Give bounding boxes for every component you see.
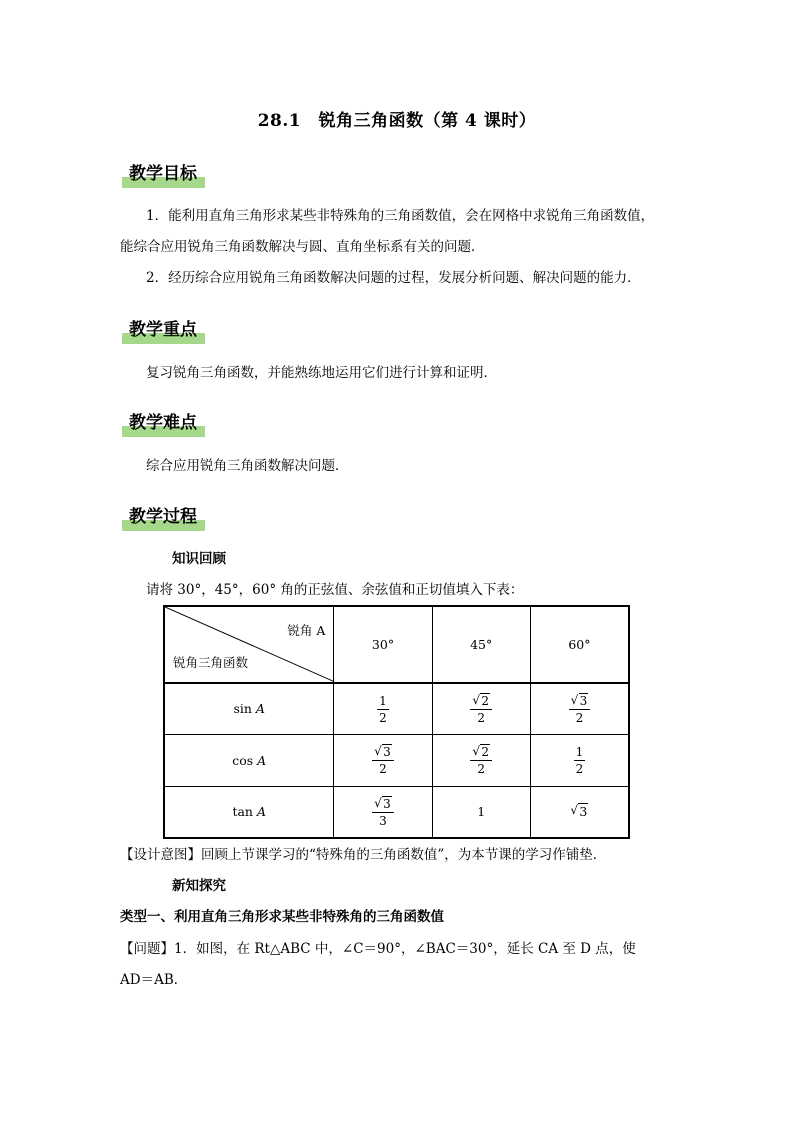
fraction: √ $\frac{3}{3}$ (372, 797, 394, 828)
table-header-row (164, 606, 629, 683)
table-body (164, 683, 629, 838)
fraction: √ $\frac{3}{2}$ (569, 694, 591, 725)
corner-top-label: 锐角 A (287, 623, 326, 638)
fraction: $\frac{1}{2}$ (379, 693, 387, 725)
trig-value-table (163, 605, 630, 839)
table-row (164, 734, 629, 786)
difficulties-text: 综合应用锐角三角函数解决问题． (146, 458, 349, 474)
angle-header-60: 60° (530, 606, 629, 683)
review-title: 知识回顾 (172, 551, 226, 567)
problem-line-1: 【问题】1．如图，在 Rt△ABC 中，∠C＝90°，∠BAC＝30°，延长 CA 至 D 点，使 (120, 941, 636, 957)
value-cell (530, 683, 629, 734)
value-cell: √ 3 (530, 786, 629, 838)
objective-2: 2．经历综合应用锐角三角函数解决问题的过程，发展分析问题、解决问题的能力． (146, 270, 641, 286)
fraction: √ $\frac{3}{2}$ (372, 745, 394, 776)
angle-header-45: 45° (432, 606, 530, 683)
fraction: √ $\frac{2}{2}$ (470, 694, 492, 725)
heading-difficulties (122, 411, 205, 437)
function-label: sin A (164, 683, 334, 734)
fraction: √ $\frac{2}{2}$ (470, 745, 492, 776)
value-cell (334, 734, 432, 786)
heading-key-points-label: 教学重点 (129, 320, 197, 340)
review-prompt: 请将 30°，45°，60° 角的正弦值、余弦值和正切值填入下表： (146, 582, 524, 598)
design-intent: 【设计意图】回顾上节课学习的“特殊角的三角函数值”，为本节课的学习作铺垫． (120, 847, 607, 863)
heading-process (122, 505, 205, 531)
problem-line-2: AD＝AB． (120, 972, 188, 988)
value-cell (334, 786, 432, 838)
value-cell (334, 683, 432, 734)
fraction: $\frac{1}{2}$ (575, 745, 584, 776)
value-cell: 1 (432, 786, 530, 838)
new-knowledge-title: 新知探究 (172, 878, 226, 894)
function-label: cos A (164, 734, 334, 786)
key-points-text: 复习锐角三角函数，并能熟练地运用它们进行计算和证明． (146, 365, 497, 381)
function-label: tan A (164, 786, 334, 838)
objective-1b: 能综合应用锐角三角函数解决与圆、直角坐标系有关的问题． (120, 239, 485, 255)
corner-bottom-label: 锐角三角函数 (173, 655, 249, 670)
heading-process-label: 教学过程 (129, 507, 197, 527)
angle-header-30: 30° (334, 606, 432, 683)
table-row (164, 683, 629, 734)
value-cell (432, 734, 530, 786)
heading-difficulties-label: 教学难点 (129, 413, 197, 433)
objective-1a: 1．能利用直角三角形求某些非特殊角的三角函数值，会在网格中求锐角三角函数值， (146, 208, 655, 224)
value-cell (530, 734, 629, 786)
table-row (164, 786, 629, 838)
value-cell (432, 683, 530, 734)
heading-key-points (122, 318, 205, 344)
page-title: 28.1 锐角三角函数（第 4 课时） (257, 111, 537, 131)
table-corner-cell (164, 606, 334, 683)
type-one-title: 类型一、利用直角三角形求某些非特殊角的三角函数值 (120, 909, 444, 925)
heading-objectives (122, 162, 205, 188)
heading-objectives-label: 教学目标 (129, 164, 197, 184)
